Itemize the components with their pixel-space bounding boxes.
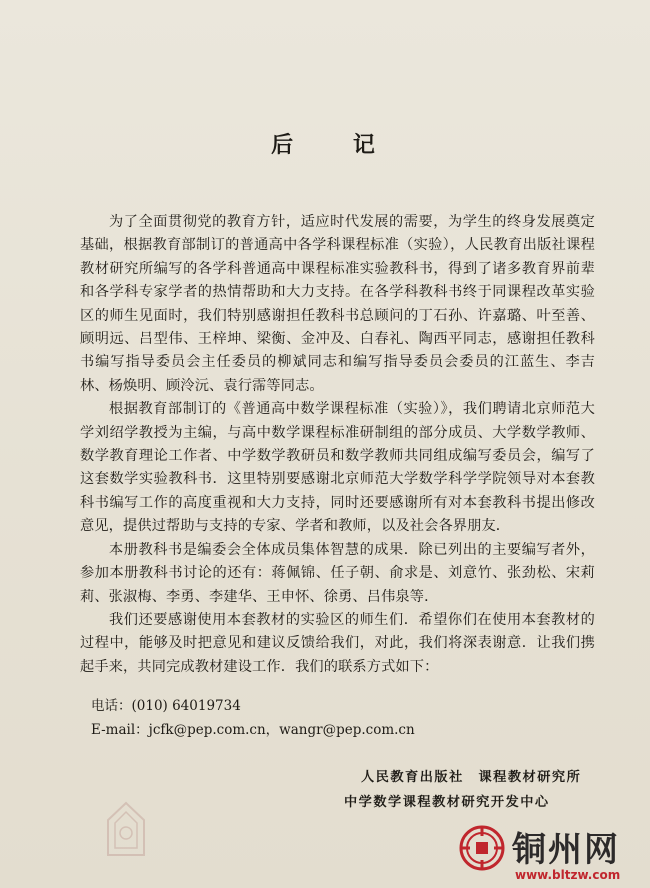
publisher-line-2: 中学数学课程教材研究开发中心: [344, 795, 550, 810]
paragraph-2: 根据教育部制订的《普通高中数学课程标准（实验）》，我们聘请北京师范大学刘绍学教授为主编，与高中数学课程标准研制组的部分成员、大学数学教师、数学教育理论工作者、中学数学教研员和数学教师共同组成编写委员会，编写了这套数学实验教科书．这里特别要感谢北京师范大学数学科学学院领导对本套教科书编写工作的高度重视和大力支持，同时还要感谢所有对本套教科书提出修改意见，提供过帮助与支持的专家、学者和教师，以及社会各界朋友．: [80, 401, 595, 535]
watermark-url: www.bltzw.com: [515, 868, 621, 882]
contact-phone: 电话：(010) 64019734: [91, 698, 241, 714]
contact-info: [91, 694, 415, 742]
watermark-logo-icon: [458, 824, 506, 872]
publisher-signature: [344, 765, 581, 815]
faded-stamp-icon: [104, 800, 148, 858]
site-watermark: [456, 820, 648, 886]
publisher-line-1: 人民教育出版社 课程教材研究所: [361, 770, 582, 785]
paragraph-4: 我们还要感谢使用本套教材的实验区的师生们．希望你们在使用本套教材的过程中，能够及时把意见和建议反馈给我们，对此，我们将深表谢意．让我们携起手来，共同完成教材建设工作．我们的联系方式如下：: [80, 611, 595, 675]
page-title: 后 记: [271, 133, 401, 158]
watermark-name: 铜州网: [512, 830, 620, 870]
paragraph-1: 为了全面贯彻党的教育方针，适应时代发展的需要，为学生的终身发展奠定基础，根据教育部制订的普通高中各学科课程标准（实验），人民教育出版社课程教材研究所编写的各学科普通高中课程标准实验教科书，得到了诸多教育界前辈和各学科专家学者的热情帮助和大力支持。在各学科教科书终于同课程改革实验区的师生见面时，我们特别感谢担任教科书总顾问的丁石孙、许嘉璐、叶至善、顾明远、吕型伟、王梓坤、梁衡、金冲及、白春礼、陶西平同志，感谢担任教科书编写指导委员会主任委员的柳斌同志和编写指导委员会委员的江蓝生、李吉林、杨焕明、顾泠沅、袁行霈等同志。: [80, 214, 595, 394]
contact-email: E-mail：jcfk@pep.com.cn，wangr@pep.com.cn: [91, 722, 415, 738]
paragraph-3: 本册教科书是编委会全体成员集体智慧的成果．除已列出的主要编写者外，参加本册教科书讨论的还有：蒋佩锦、任子朝、俞求是、刘意竹、张劲松、宋莉莉、张淑梅、李勇、李建华、王申怀、徐勇、吕伟泉等．: [80, 541, 595, 605]
body-text: [80, 211, 595, 679]
